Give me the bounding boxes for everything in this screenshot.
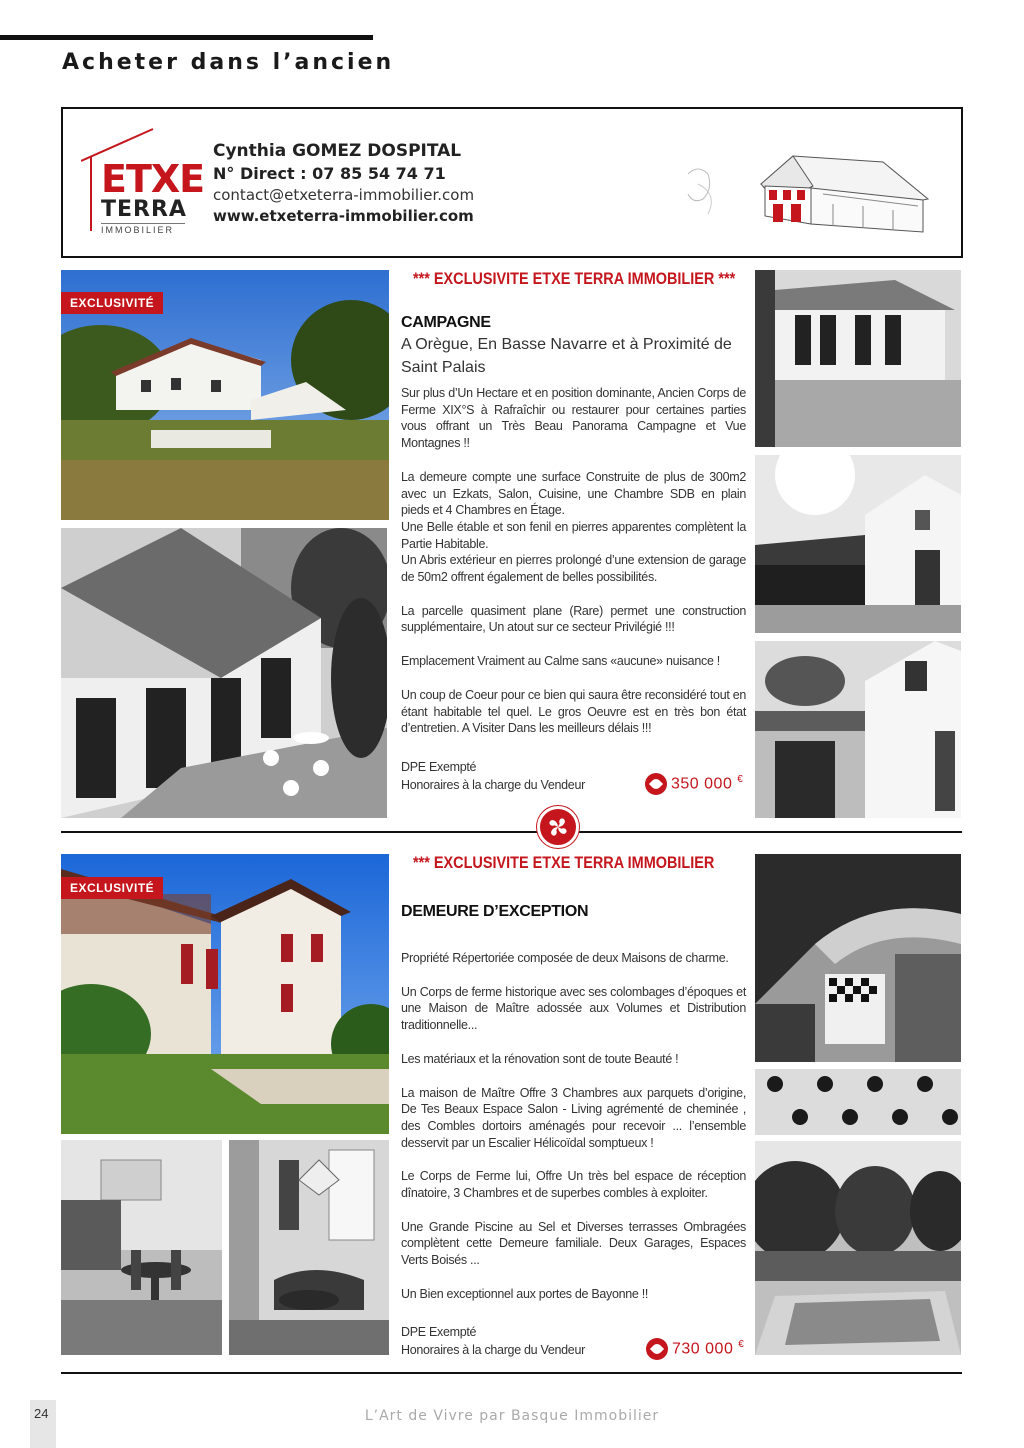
etxe-terra-logo <box>81 127 205 235</box>
listing-2-paragraph: Un Bien exceptionnel aux portes de Bayonne !! <box>401 1286 649 1301</box>
listing-1-paragraph: Un coup de Coeur pour ce bien qui saura être reconsidéré tout en étant habitable tel quel. Le gros Oeuvre est en très bon état d’entretien. A Visiter Dans les meilleurs délais !!! <box>401 687 746 736</box>
agent-name: Cynthia GOMEZ DOSPITAL <box>213 141 462 161</box>
listing-2-paragraph: Le Corps de Ferme lui, Offre Un très bel espace de réception dînatoire, 3 Chambres et de superbes combles à exploiter. <box>401 1169 746 1201</box>
listing-2-exclusive-badge: EXCLUSIVITÉ <box>61 877 163 899</box>
page-bottom-divider <box>61 1372 962 1374</box>
listing-1-paragraph: La demeure compte une surface Construite de plus de 300m2 avec un Ezkats, Salon, Cuisine, une Chambre SDB en plain pieds et 4 Chambres en Étage. Une Belle étable et son fenil en pierres apparentes complètent la Partie Habitable. Un Abris extérieur en pierres prolongé d’une extension de garage de 50m2 offrent également de belles possibilités. <box>401 469 746 585</box>
listing-2-price: 730 000 € <box>672 1339 745 1358</box>
listing-1-price-block <box>645 773 743 795</box>
listing-1-subtitle: A Orègue, En Basse Navarre et à Proximité de Saint Palais <box>401 336 732 376</box>
page-number: 24 <box>34 1406 49 1421</box>
agent-contact-box <box>61 107 963 258</box>
listing-2-paragraph: Une Grande Piscine au Sel et Diverses terrasses Ombragées complètent cette Demeure familiale. Deux Garages, Espaces Verts Boisés ... <box>401 1219 746 1268</box>
listing-2-pool-photo <box>755 1141 961 1355</box>
listing-1-type: CAMPAGNE <box>401 314 491 331</box>
listing-2-paragraph: Propriété Répertoriée composée de deux Maisons de charme. <box>401 951 729 965</box>
listing-2-paragraph: Les matériaux et la rénovation sont de toute Beauté ! <box>401 1051 679 1066</box>
listing-1-facade-photo <box>755 270 961 447</box>
listing-2-paragraph: Un Corps de ferme historique avec ses colombages d’époques et une Maison de Maître adossée aux Volumes et Distribution traditionnelle... <box>401 984 746 1033</box>
lauburu-icon <box>537 806 579 848</box>
listing-1-courtyard-photo <box>755 455 961 633</box>
listing-1-dpe <box>401 758 585 794</box>
listing-2-dpe <box>401 1323 585 1359</box>
listing-2-dpe-text: DPE Exempté <box>401 1325 477 1339</box>
listing-2-type: DEMEURE D’EXCEPTION <box>401 903 589 920</box>
listing-2-salon-photo <box>229 1140 389 1355</box>
listing-1-paragraph: Sur plus d’Un Hectare et en position dominante, Ancien Corps de Ferme XIX°S à Rafraîchir ou restaurer pour certaines parties vous offrant un Très Beau Panorama Campagne et Vue Montagnes !! <box>401 386 746 451</box>
logo-terra-text: TERRA <box>101 197 187 222</box>
listing-2-fees: Honoraires à la charge du Vendeur <box>401 1343 585 1357</box>
footer-tagline: L’Art de Vivre par Basque Immobilier <box>364 1408 660 1424</box>
lauburu-price-icon <box>646 1338 668 1360</box>
listing-2-price-block <box>646 1338 744 1360</box>
listing-2-staircase-photo <box>755 854 961 1062</box>
listing-1-house-side-photo <box>755 641 961 818</box>
listing-1-paragraph: La parcelle quasiment plane (Rare) permet une construction supplémentaire, Un atout sur ce secteur Privilégié !!! <box>401 603 746 635</box>
listing-1-price: 350 000 € <box>671 774 744 793</box>
listing-divider <box>61 831 962 833</box>
listing-1-terrace-photo <box>61 528 387 818</box>
agent-website[interactable]: www.etxeterra-immobilier.com <box>213 207 474 225</box>
section-title: Acheter dans l’ancien <box>62 50 395 75</box>
listing-1-dpe-text: DPE Exempté <box>401 760 477 774</box>
listing-1-exclusive-badge: EXCLUSIVITÉ <box>61 292 163 314</box>
listing-1-fees: Honoraires à la charge du Vendeur <box>401 778 585 792</box>
listing-1-description <box>401 385 746 737</box>
agent-email[interactable]: contact@etxeterra-immobilier.com <box>213 186 475 204</box>
listing-1-paragraph: Emplacement Vraiment au Calme sans «aucune» nuisance ! <box>401 654 720 669</box>
logo-etxe-text: ETXE <box>101 157 205 201</box>
listing-2-exclusive-header: *** EXCLUSIVITE ETXE TERRA IMMOBILIER <box>413 853 715 872</box>
lauburu-price-icon <box>645 773 667 795</box>
listing-2-tiles-photo <box>755 1069 961 1135</box>
basque-house-sketch-icon <box>683 144 943 239</box>
agent-phone: N° Direct : 07 85 54 74 71 <box>213 164 446 183</box>
listing-1-exclusive-header: *** EXCLUSIVITE ETXE TERRA IMMOBILIER *** <box>413 269 736 288</box>
listing-2-dining-photo <box>61 1140 222 1355</box>
header-rule <box>0 35 373 40</box>
listing-2-description <box>401 950 746 1303</box>
logo-immobilier-text: IMMOBILIER <box>101 223 185 235</box>
listing-2-paragraph: La maison de Maître Offre 3 Chambres aux parquets d’origine, De Tes Beaux Espace Salon - Living agrémenté de cheminée , des Combles dortoirs aménagés pour recevoir ... l’ensemble desservit par un Escalier Hélicoïdal somptueux ! <box>401 1085 746 1150</box>
